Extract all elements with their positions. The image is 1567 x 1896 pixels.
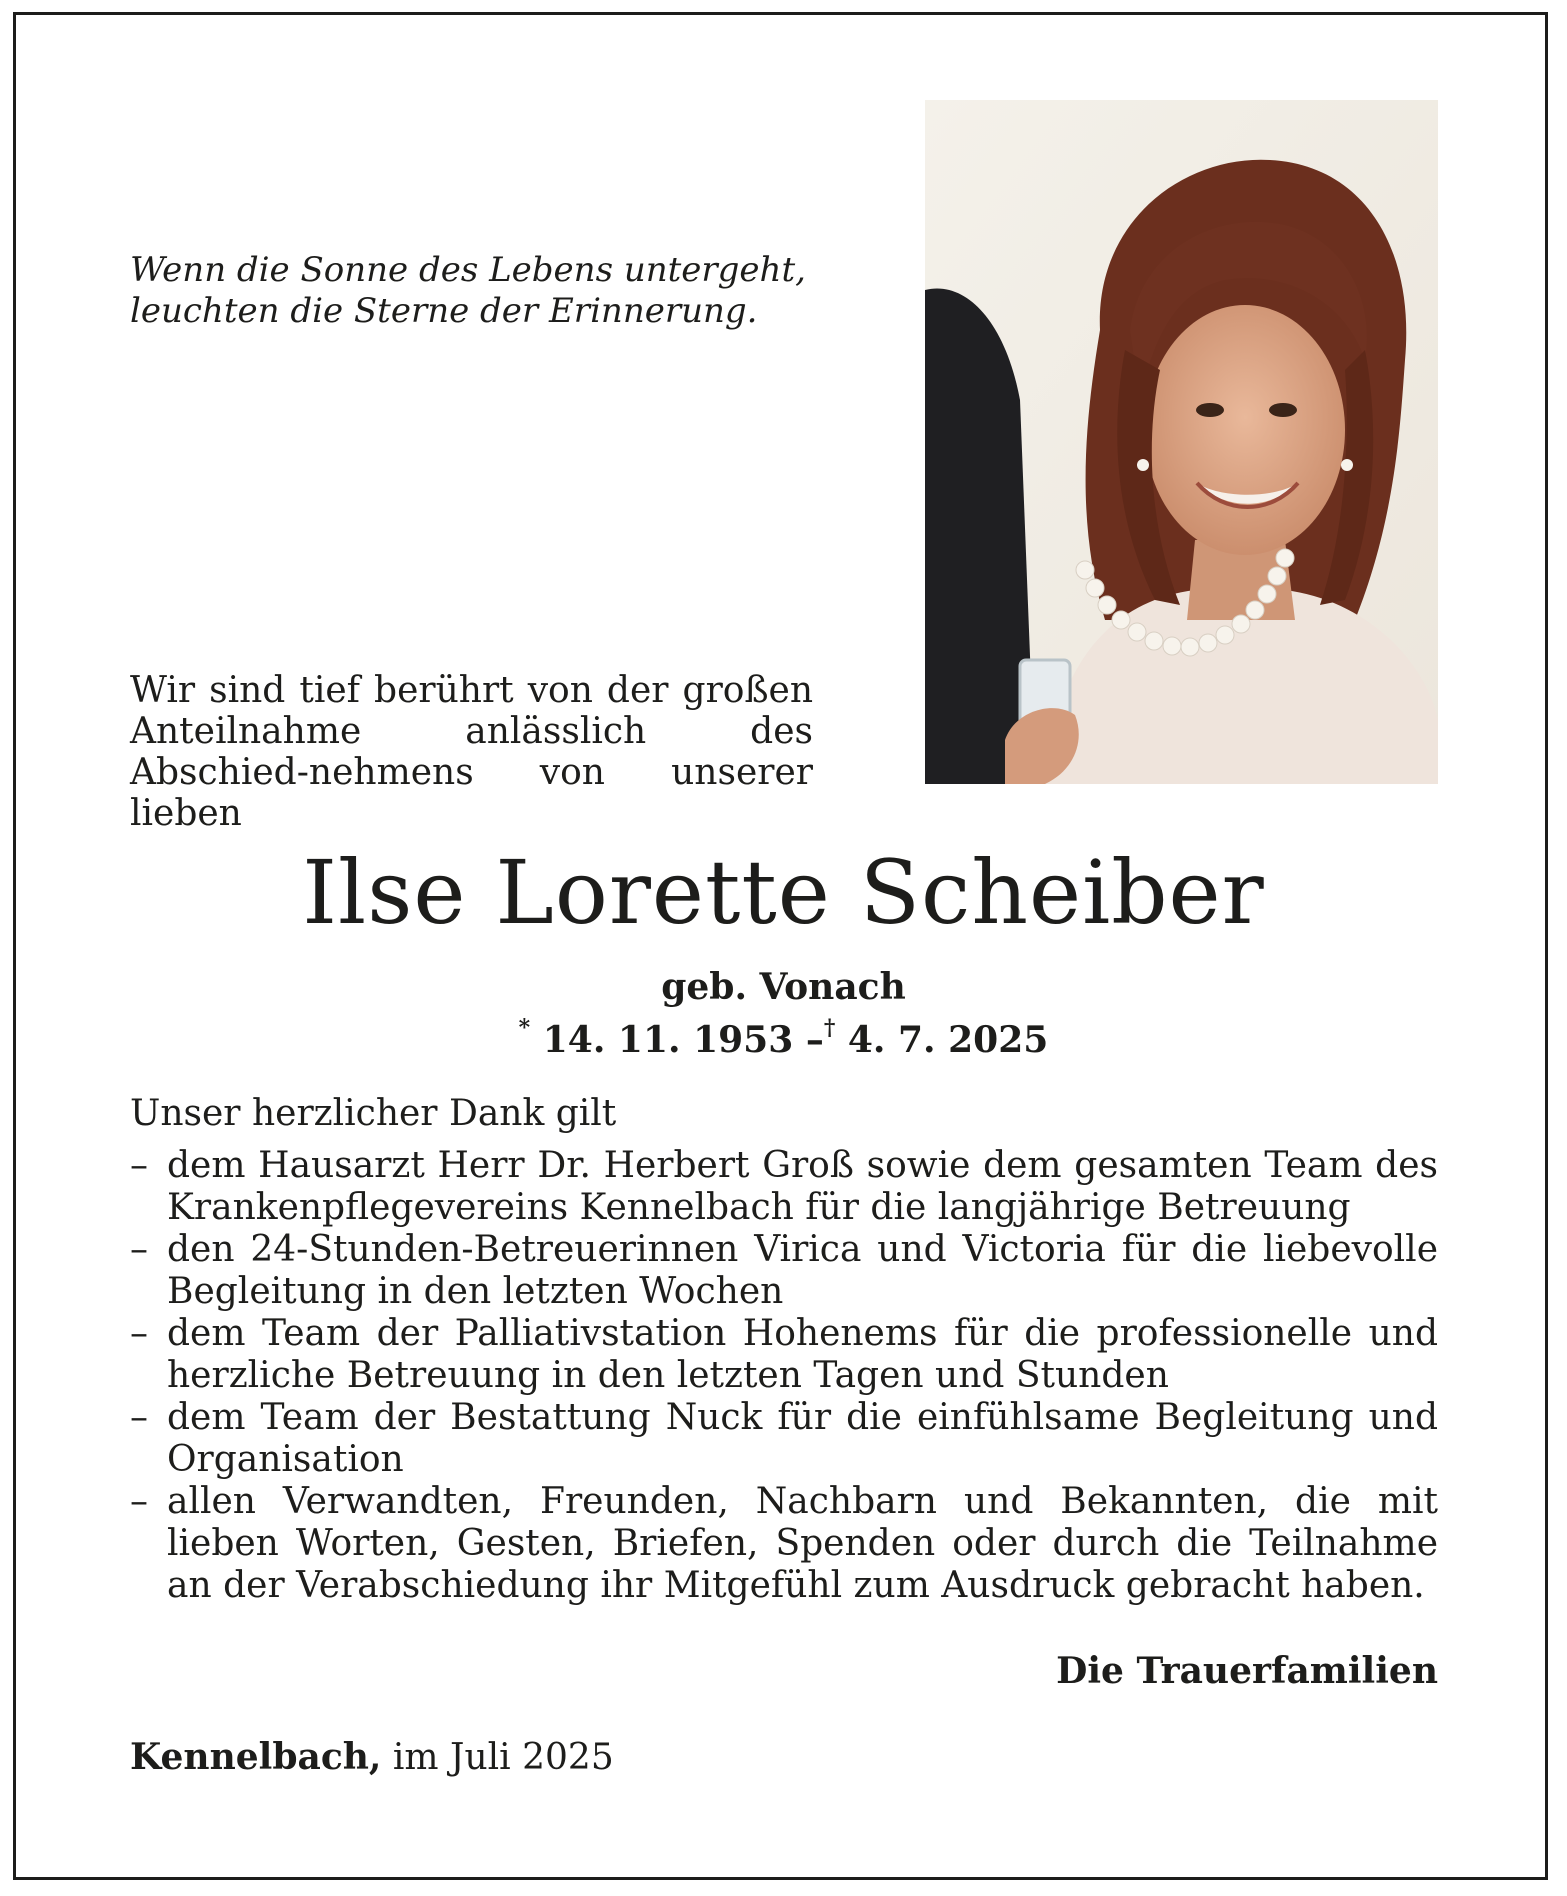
birth-date: 14. 11. 1953 bbox=[542, 1019, 794, 1061]
thanks-item-text: allen Verwandten, Freunden, Nachbarn und Bekannten, die mit lieben Worten, Gesten, Briefen, Spenden oder durch die Teilnahme an der Verabschiedung ihr Mitgefühl zum Ausdruck gebracht haben. bbox=[167, 1481, 1438, 1606]
list-dash: – bbox=[130, 1481, 148, 1522]
thanks-item-text: den 24-Stunden-Betreuerinnen Virica und Victoria für die liebevolle Begleitung in den letzten Wochen bbox=[167, 1229, 1438, 1312]
list-dash: – bbox=[130, 1145, 148, 1186]
death-date: 4. 7. 2025 bbox=[847, 1019, 1049, 1061]
list-item bbox=[130, 1145, 1438, 1229]
list-item bbox=[130, 1313, 1438, 1397]
thanks-item-text: dem Hausarzt Herr Dr. Herbert Groß sowie dem gesamten Team des Krankenpflegevereins Kennelbach für die langjährige Betreuung bbox=[167, 1145, 1438, 1228]
thanks-list bbox=[130, 1145, 1438, 1607]
list-dash: – bbox=[130, 1397, 148, 1438]
intro-text: Wir sind tief berührt von der großen Anteilnahme anlässlich des Abschied-nehmens von unserer lieben bbox=[130, 670, 813, 834]
death-symbol: † bbox=[823, 1015, 836, 1041]
thanks-item-text: dem Team der Bestattung Nuck für die einfühlsame Begleitung und Organisation bbox=[167, 1397, 1438, 1480]
date-separator: – bbox=[805, 1019, 824, 1061]
thanks-intro: Unser herzlicher Dank gilt bbox=[130, 1093, 617, 1134]
portrait-photo bbox=[925, 100, 1438, 784]
motto-line-1: Wenn die Sonne des Lebens untergeht, bbox=[130, 250, 806, 290]
list-item bbox=[130, 1481, 1438, 1607]
motto-line-2: leuchten die Sterne der Erinnerung. bbox=[130, 291, 758, 331]
list-dash: – bbox=[130, 1229, 148, 1270]
signature: Die Trauerfamilien bbox=[1056, 1650, 1438, 1692]
life-dates bbox=[0, 1010, 1567, 1062]
place-date bbox=[130, 1735, 614, 1780]
list-item bbox=[130, 1397, 1438, 1481]
list-dash: – bbox=[130, 1313, 148, 1354]
deceased-name: Ilse Lorette Scheiber bbox=[302, 841, 1265, 944]
list-item bbox=[130, 1229, 1438, 1313]
maiden-name: geb. Vonach bbox=[661, 966, 906, 1008]
thanks-item-text: dem Team der Palliativstation Hohenems für die professionelle und herzliche Betreuung in den letzten Tagen und Stunden bbox=[167, 1313, 1438, 1396]
place-town: Kennelbach, bbox=[130, 1736, 382, 1778]
place-date-text: im Juli 2025 bbox=[392, 1737, 614, 1778]
portrait-illustration bbox=[925, 100, 1438, 784]
motto-quote bbox=[130, 250, 830, 332]
birth-symbol: * bbox=[518, 1015, 531, 1041]
